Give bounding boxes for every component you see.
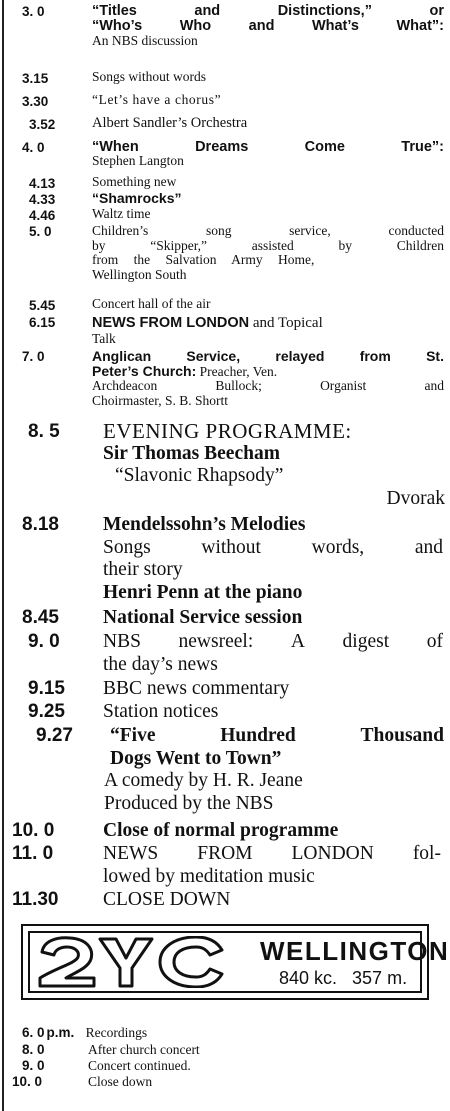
- footer-time: 6. 0: [22, 1025, 45, 1040]
- entry-text: [92, 208, 151, 220]
- entry-time: 8.18: [22, 514, 59, 535]
- word: Organist: [320, 378, 367, 393]
- schedule-entry-4-33: [0, 192, 450, 208]
- word: service,: [289, 223, 331, 238]
- entry-text: [92, 298, 210, 310]
- word: of: [426, 631, 443, 652]
- schedule-entry-9-25: [0, 701, 450, 725]
- entry-line-1: Mendelssohn’s Melodies: [103, 514, 306, 535]
- word: NEWS: [103, 843, 159, 864]
- entry-text: [92, 349, 444, 408]
- word: True”:: [401, 139, 444, 155]
- word: “Titles: [92, 3, 137, 19]
- word: conducted: [388, 223, 444, 238]
- entry-time: 3.30: [22, 94, 49, 109]
- word: LONDON: [291, 843, 374, 864]
- footer-time: 8. 0: [22, 1042, 45, 1057]
- footer-time: 9. 0: [22, 1058, 45, 1073]
- entry-time: 9.15: [28, 678, 65, 699]
- footer-text: Concert continued.: [88, 1058, 191, 1073]
- word: fol-: [412, 843, 441, 864]
- entry-line: Concert hall of the air: [92, 296, 211, 311]
- footer-time: 10. 0: [12, 1074, 43, 1089]
- word: newsreel:: [178, 631, 254, 652]
- entry-line-1: EVENING PROGRAMME:: [103, 419, 352, 443]
- word: Anglican: [92, 348, 152, 364]
- entry-text: [92, 4, 444, 47]
- word: Distinctions,”: [277, 3, 372, 19]
- entry-text: [103, 843, 441, 888]
- entry-line-1: NEWS FROM LONDON and Topical: [92, 315, 323, 331]
- word: or: [429, 3, 444, 19]
- word: relayed: [275, 348, 325, 364]
- entry-line-3: A comedy by H. R. Jeane: [104, 770, 303, 791]
- entry-text: [92, 94, 221, 106]
- entry-line: “Let’s have a chorus”: [92, 92, 222, 107]
- word: Children’s: [92, 223, 149, 238]
- entry-line-2: lowed by meditation music: [103, 865, 315, 887]
- entry-line: CLOSE DOWN: [103, 889, 231, 910]
- entry-text: [103, 514, 443, 604]
- schedule-entry-5-0: [0, 224, 450, 288]
- entry-line-4: Wellington South: [92, 266, 187, 282]
- entry-line-3: [92, 379, 444, 394]
- entry-text: [104, 725, 444, 815]
- entry-text: [103, 820, 338, 843]
- footer-entry-6-0: [22, 1025, 147, 1041]
- schedule-entry-5-45: [0, 298, 450, 314]
- word: by: [338, 237, 352, 253]
- footer-entry-8-0: [22, 1042, 200, 1058]
- entry-line-2: [92, 239, 444, 254]
- entry-line-4: Henri Penn at the piano: [103, 581, 303, 603]
- schedule-entry-4-0: [0, 140, 450, 172]
- schedule-entry-4-13: [0, 176, 450, 192]
- entry-time: 10. 0: [12, 820, 55, 841]
- entry-text: [92, 315, 323, 346]
- entry-time: 9.25: [28, 701, 65, 722]
- word: digest: [342, 631, 390, 652]
- entry-line-2: Peter’s Church: Preacher, Ven.: [92, 362, 278, 379]
- word: What”:: [396, 18, 444, 34]
- word: NBS: [103, 631, 141, 652]
- entry-time: 5.45: [29, 298, 56, 313]
- station-frequency: 840 kc. 357 m.: [279, 968, 408, 988]
- entry-line-4: Choirmaster, S. B. Shortt: [92, 392, 228, 408]
- entry-line: Stephen Langton: [92, 153, 184, 168]
- schedule-entry-3-30: [0, 94, 450, 112]
- schedule-entry-9-0: [0, 631, 450, 677]
- entry-text: [103, 607, 302, 630]
- entry-line-1: [103, 631, 443, 654]
- word: and: [424, 378, 444, 393]
- entry-line-2: the day’s news: [103, 653, 218, 675]
- entry-time: 11. 0: [12, 843, 54, 864]
- entry-line: BBC news commentary: [103, 678, 290, 699]
- entry-line: Something new: [92, 174, 177, 189]
- footer-text: After church concert: [88, 1042, 200, 1057]
- word: A: [290, 631, 305, 652]
- entry-line-1: [92, 224, 444, 239]
- footer-text: Close down: [88, 1074, 153, 1089]
- word: words,: [311, 536, 365, 558]
- entry-time: 4. 0: [22, 140, 45, 155]
- word: “Five: [110, 725, 156, 746]
- entry-time: 4.33: [29, 192, 56, 207]
- entry-time: 3.15: [22, 71, 49, 86]
- word: “When: [92, 139, 139, 155]
- word: Songs: [103, 536, 151, 558]
- entry-time: 3.52: [29, 117, 56, 132]
- word: “Who’s: [92, 18, 143, 34]
- word: Come: [304, 139, 345, 155]
- word: Dreams: [195, 139, 249, 155]
- schedule-entry-11-30: [0, 889, 450, 913]
- entry-text: [92, 140, 444, 167]
- word: FROM: [197, 843, 253, 864]
- entry-time: 7. 0: [22, 349, 45, 364]
- schedule-entry-9-15: [0, 678, 450, 702]
- entry-time: 3. 0: [22, 4, 45, 19]
- entry-line: Songs without words: [92, 69, 207, 84]
- schedule-entry-3-52: [0, 117, 450, 135]
- entry-text: [103, 678, 289, 701]
- word: Archdeacon: [92, 378, 158, 393]
- entry-text: [92, 192, 181, 204]
- schedule-entry-7-0: [0, 349, 450, 423]
- entry-text: [92, 117, 247, 129]
- subtitle-line: An NBS discussion: [92, 33, 198, 48]
- station-logo-box: [21, 924, 450, 1000]
- schedule-entry-6-15: [0, 315, 450, 347]
- schedule-entry-4-46: [0, 208, 450, 224]
- entry-time: 11.30: [12, 889, 59, 910]
- schedule-entry-10-0: [0, 820, 450, 844]
- word: Service,: [186, 348, 241, 364]
- entry-line: Waltz time: [92, 206, 151, 221]
- entry-line-3: “Slavonic Rhapsody”: [115, 465, 284, 486]
- entry-time: 9. 0: [28, 631, 60, 652]
- word: Hundred: [220, 725, 296, 746]
- schedule-entry-8-18: [0, 514, 450, 608]
- entry-text: [103, 420, 445, 510]
- schedule-entry-8-5: [0, 420, 450, 518]
- word: and: [414, 536, 443, 558]
- schedule-entry-9-27: [0, 725, 450, 821]
- entry-line: National Service session: [103, 607, 303, 628]
- entry-line-2: [103, 537, 443, 560]
- entry-time: 8. 5: [28, 421, 60, 442]
- word: Who: [179, 18, 212, 34]
- entry-time: 8.45: [22, 607, 59, 628]
- entry-line-3: from the Salvation Army Home,: [92, 252, 315, 267]
- entry-text: [92, 224, 444, 282]
- entry-line-2: Sir Thomas Beecham: [103, 442, 280, 464]
- word: song: [205, 223, 232, 238]
- schedule-entry-11-0: [0, 843, 450, 889]
- word: without: [201, 536, 261, 558]
- word: assisted: [251, 237, 294, 253]
- word: St.: [426, 348, 444, 364]
- word: “Skipper,”: [150, 237, 208, 253]
- schedule-entry-3-0: [0, 4, 450, 48]
- entry-text: [92, 71, 206, 83]
- entry-time: 5. 0: [29, 224, 52, 239]
- word: Thousand: [360, 725, 444, 746]
- entry-time: 4.46: [29, 208, 56, 223]
- entry-line-1: [110, 725, 444, 748]
- word: and: [248, 18, 275, 34]
- footer-entry-9-0: [22, 1058, 191, 1074]
- entry-time: 4.13: [29, 176, 56, 191]
- station-call-sign-logo: [36, 936, 232, 988]
- word: Children: [396, 237, 444, 253]
- title-line-2: [92, 19, 444, 34]
- entry-text: [92, 176, 176, 188]
- word: and: [194, 3, 221, 19]
- footer-entry-10-0: [12, 1074, 153, 1090]
- entry-line-4: Dvorak: [386, 487, 445, 509]
- entry-time: 9.27: [36, 725, 73, 746]
- entry-line-2: Dogs Went to Town”: [110, 747, 282, 769]
- word: What’s: [311, 18, 359, 34]
- station-logo-inner-frame: [28, 931, 450, 993]
- title-line-1: [92, 4, 444, 19]
- entry-line-1: [103, 843, 441, 866]
- entry-line-2: Talk: [92, 331, 116, 346]
- entry-text: [103, 631, 443, 676]
- word: by: [92, 237, 106, 253]
- entry-line-1: [92, 349, 444, 364]
- entry-time: 6.15: [29, 315, 56, 330]
- schedule-entry-3-15: [0, 71, 450, 89]
- entry-line-3: their story: [103, 559, 183, 580]
- station-city: WELLINGTON: [260, 936, 450, 966]
- entry-line: Albert Sandler’s Orchestra: [92, 115, 248, 131]
- entry-line-4: Produced by the NBS: [104, 792, 274, 814]
- word: Bullock;: [215, 378, 262, 393]
- entry-text: [103, 701, 218, 724]
- footer-time-suffix: p.m.: [46, 1025, 75, 1040]
- word: from: [359, 348, 391, 364]
- schedule-entry-8-45: [0, 607, 450, 631]
- footer-text: Recordings: [85, 1025, 148, 1040]
- entry-line: “Shamrocks”: [92, 190, 182, 206]
- entry-line: Close of normal programme: [103, 820, 339, 841]
- entry-text: [103, 889, 230, 912]
- entry-line: Station notices: [103, 701, 219, 722]
